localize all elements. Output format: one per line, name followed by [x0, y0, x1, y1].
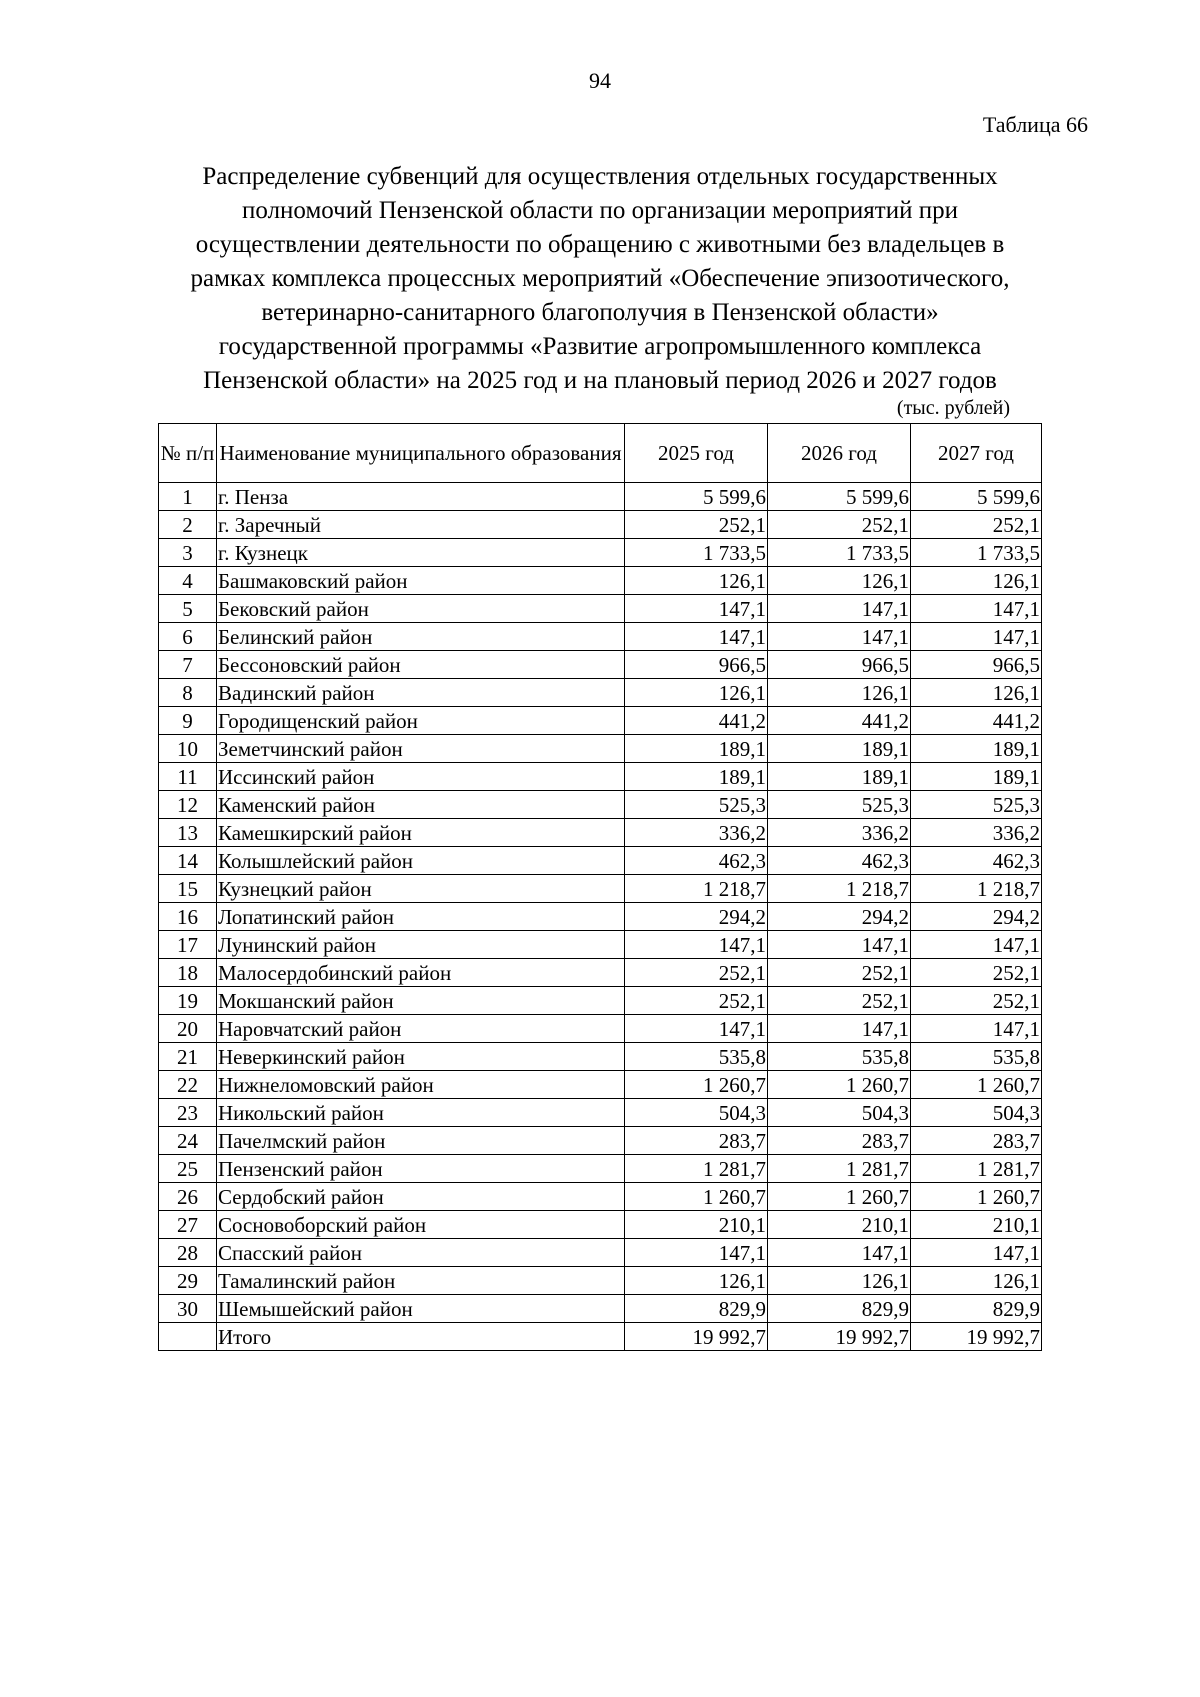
municipality-name: Малосердобинский район [217, 959, 625, 987]
row-number: 10 [159, 735, 217, 763]
row-number: 23 [159, 1099, 217, 1127]
value-2025: 5 599,6 [625, 483, 768, 511]
table-row [159, 987, 1042, 1015]
municipality-name: Наровчатский район [217, 1015, 625, 1043]
municipality-name: Каменский район [217, 791, 625, 819]
value-2026: 1 281,7 [768, 1155, 911, 1183]
value-2025: 1 733,5 [625, 539, 768, 567]
row-number: 3 [159, 539, 217, 567]
row-number: 16 [159, 903, 217, 931]
row-number: 25 [159, 1155, 217, 1183]
value-2025: 462,3 [625, 847, 768, 875]
value-2025: 535,8 [625, 1043, 768, 1071]
value-2027: 210,1 [911, 1211, 1042, 1239]
municipality-name: Неверкинский район [217, 1043, 625, 1071]
table-row [159, 1127, 1042, 1155]
municipality-name: Тамалинский район [217, 1267, 625, 1295]
table-row [159, 1071, 1042, 1099]
row-number: 9 [159, 707, 217, 735]
value-2026: 210,1 [768, 1211, 911, 1239]
row-number: 4 [159, 567, 217, 595]
total-row [159, 1323, 1042, 1351]
municipality-name: Сердобский район [217, 1183, 625, 1211]
row-number: 6 [159, 623, 217, 651]
header-2027: 2027 год [911, 424, 1042, 483]
row-number: 22 [159, 1071, 217, 1099]
value-2026: 525,3 [768, 791, 911, 819]
value-2026: 19 992,7 [768, 1323, 911, 1351]
title-line: Распределение субвенций для осуществления отдельных государственных [202, 163, 998, 190]
table-row [159, 651, 1042, 679]
table-row [159, 791, 1042, 819]
value-2026: 504,3 [768, 1099, 911, 1127]
value-2026: 147,1 [768, 1239, 911, 1267]
value-2027: 189,1 [911, 735, 1042, 763]
value-2027: 189,1 [911, 763, 1042, 791]
municipality-name: Лунинский район [217, 931, 625, 959]
row-number: 17 [159, 931, 217, 959]
value-2026: 147,1 [768, 595, 911, 623]
value-2026: 126,1 [768, 567, 911, 595]
table-row [159, 567, 1042, 595]
value-2027: 252,1 [911, 987, 1042, 1015]
table-row [159, 1239, 1042, 1267]
municipality-name: Бековский район [217, 595, 625, 623]
subvention-table [158, 423, 1042, 1351]
municipality-name: Пачелмский район [217, 1127, 625, 1155]
row-number: 12 [159, 791, 217, 819]
value-2026: 189,1 [768, 735, 911, 763]
table-row [159, 1211, 1042, 1239]
table-row [159, 707, 1042, 735]
title-line: осуществлении деятельности по обращению с животными без владельцев в [195, 231, 1005, 258]
value-2027: 1 260,7 [911, 1183, 1042, 1211]
value-2025: 210,1 [625, 1211, 768, 1239]
row-number: 19 [159, 987, 217, 1015]
municipality-name: Камешкирский район [217, 819, 625, 847]
value-2027: 1 218,7 [911, 875, 1042, 903]
row-number: 28 [159, 1239, 217, 1267]
value-2025: 283,7 [625, 1127, 768, 1155]
table-header-row [159, 424, 1042, 483]
row-number: 2 [159, 511, 217, 539]
municipality-name: Городищенский район [217, 707, 625, 735]
table-row [159, 539, 1042, 567]
table-row [159, 735, 1042, 763]
value-2027: 19 992,7 [911, 1323, 1042, 1351]
title-line: Пензенской области» на 2025 год и на плановый период 2026 и 2027 годов [203, 367, 997, 394]
value-2026: 1 733,5 [768, 539, 911, 567]
municipality-name: г. Заречный [217, 511, 625, 539]
value-2026: 294,2 [768, 903, 911, 931]
value-2025: 126,1 [625, 679, 768, 707]
table-row [159, 1099, 1042, 1127]
value-2027: 147,1 [911, 1239, 1042, 1267]
value-2027: 1 260,7 [911, 1071, 1042, 1099]
table-label: Таблица 66 [982, 112, 1088, 137]
document-title [120, 160, 1080, 398]
value-2026: 147,1 [768, 623, 911, 651]
value-2026: 441,2 [768, 707, 911, 735]
municipality-name: Лопатинский район [217, 903, 625, 931]
row-number: 14 [159, 847, 217, 875]
value-2026: 283,7 [768, 1127, 911, 1155]
value-2027: 126,1 [911, 679, 1042, 707]
row-number: 24 [159, 1127, 217, 1155]
table-row [159, 959, 1042, 987]
header-name: Наименование муниципального образования [217, 424, 625, 483]
municipality-name: Кузнецкий район [217, 875, 625, 903]
value-2027: 441,2 [911, 707, 1042, 735]
municipality-name: Земетчинский район [217, 735, 625, 763]
value-2027: 283,7 [911, 1127, 1042, 1155]
value-2025: 252,1 [625, 987, 768, 1015]
value-2027: 126,1 [911, 567, 1042, 595]
value-2027: 5 599,6 [911, 483, 1042, 511]
value-2025: 1 260,7 [625, 1183, 768, 1211]
table-row [159, 875, 1042, 903]
value-2026: 5 599,6 [768, 483, 911, 511]
table-row [159, 903, 1042, 931]
row-number: 26 [159, 1183, 217, 1211]
municipality-name: Башмаковский район [217, 567, 625, 595]
value-2025: 19 992,7 [625, 1323, 768, 1351]
value-2027: 147,1 [911, 623, 1042, 651]
value-2026: 147,1 [768, 1015, 911, 1043]
table-row [159, 1267, 1042, 1295]
units-note: (тыс. рублей) [896, 397, 1010, 419]
value-2026: 1 260,7 [768, 1071, 911, 1099]
value-2026: 535,8 [768, 1043, 911, 1071]
value-2026: 1 218,7 [768, 875, 911, 903]
table-row [159, 595, 1042, 623]
table-row [159, 1155, 1042, 1183]
value-2026: 189,1 [768, 763, 911, 791]
value-2025: 189,1 [625, 763, 768, 791]
table-row [159, 1183, 1042, 1211]
value-2025: 829,9 [625, 1295, 768, 1323]
value-2025: 147,1 [625, 931, 768, 959]
row-number: 21 [159, 1043, 217, 1071]
value-2027: 535,8 [911, 1043, 1042, 1071]
value-2027: 147,1 [911, 1015, 1042, 1043]
value-2025: 189,1 [625, 735, 768, 763]
value-2026: 1 260,7 [768, 1183, 911, 1211]
value-2025: 966,5 [625, 651, 768, 679]
municipality-name: Мокшанский район [217, 987, 625, 1015]
value-2025: 504,3 [625, 1099, 768, 1127]
row-number: 20 [159, 1015, 217, 1043]
municipality-name: Пензенский район [217, 1155, 625, 1183]
value-2027: 252,1 [911, 959, 1042, 987]
value-2026: 336,2 [768, 819, 911, 847]
value-2025: 147,1 [625, 1015, 768, 1043]
row-number [159, 1323, 217, 1351]
title-line: рамках комплекса процессных мероприятий «Обеспечение эпизоотического, [190, 265, 1010, 292]
table-row [159, 763, 1042, 791]
municipality-name: Итого [217, 1323, 625, 1351]
municipality-name: Сосновоборский район [217, 1211, 625, 1239]
municipality-name: Нижнеломовский район [217, 1071, 625, 1099]
row-number: 7 [159, 651, 217, 679]
value-2025: 1 218,7 [625, 875, 768, 903]
value-2025: 252,1 [625, 511, 768, 539]
value-2027: 294,2 [911, 903, 1042, 931]
value-2027: 147,1 [911, 931, 1042, 959]
value-2027: 966,5 [911, 651, 1042, 679]
value-2026: 252,1 [768, 959, 911, 987]
value-2027: 504,3 [911, 1099, 1042, 1127]
table-row [159, 1043, 1042, 1071]
row-number: 1 [159, 483, 217, 511]
value-2025: 1 281,7 [625, 1155, 768, 1183]
value-2026: 966,5 [768, 651, 911, 679]
header-2026: 2026 год [768, 424, 911, 483]
header-2025: 2025 год [625, 424, 768, 483]
value-2025: 336,2 [625, 819, 768, 847]
value-2027: 147,1 [911, 595, 1042, 623]
row-number: 30 [159, 1295, 217, 1323]
title-line: ветеринарно-санитарного благополучия в Пензенской области» [261, 299, 939, 326]
table-row [159, 1295, 1042, 1323]
value-2027: 126,1 [911, 1267, 1042, 1295]
row-number: 27 [159, 1211, 217, 1239]
title-line: государственной программы «Развитие агропромышленного комплекса [218, 333, 982, 360]
row-number: 11 [159, 763, 217, 791]
row-number: 18 [159, 959, 217, 987]
value-2026: 147,1 [768, 931, 911, 959]
municipality-name: Никольский район [217, 1099, 625, 1127]
municipality-name: Спасский район [217, 1239, 625, 1267]
municipality-name: Вадинский район [217, 679, 625, 707]
table-row [159, 483, 1042, 511]
row-number: 29 [159, 1267, 217, 1295]
table-row [159, 623, 1042, 651]
value-2025: 147,1 [625, 595, 768, 623]
table-row [159, 931, 1042, 959]
page-number: 94 [589, 68, 611, 93]
municipality-name: Белинский район [217, 623, 625, 651]
municipality-name: Бессоновский район [217, 651, 625, 679]
value-2025: 126,1 [625, 1267, 768, 1295]
row-number: 15 [159, 875, 217, 903]
row-number: 8 [159, 679, 217, 707]
title-line: полномочий Пензенской области по организации мероприятий при [242, 197, 958, 224]
value-2025: 1 260,7 [625, 1071, 768, 1099]
value-2025: 441,2 [625, 707, 768, 735]
header-num: № п/п [159, 424, 217, 483]
table-row [159, 511, 1042, 539]
row-number: 13 [159, 819, 217, 847]
municipality-name: г. Кузнецк [217, 539, 625, 567]
value-2025: 294,2 [625, 903, 768, 931]
municipality-name: г. Пенза [217, 483, 625, 511]
table-row [159, 819, 1042, 847]
value-2026: 829,9 [768, 1295, 911, 1323]
value-2026: 252,1 [768, 987, 911, 1015]
table-body [159, 483, 1042, 1351]
value-2027: 336,2 [911, 819, 1042, 847]
value-2027: 252,1 [911, 511, 1042, 539]
value-2027: 462,3 [911, 847, 1042, 875]
value-2027: 525,3 [911, 791, 1042, 819]
value-2026: 126,1 [768, 1267, 911, 1295]
municipality-name: Колышлейский район [217, 847, 625, 875]
value-2025: 147,1 [625, 623, 768, 651]
municipality-name: Шемышейский район [217, 1295, 625, 1323]
value-2026: 126,1 [768, 679, 911, 707]
table-row [159, 1015, 1042, 1043]
value-2025: 252,1 [625, 959, 768, 987]
value-2026: 252,1 [768, 511, 911, 539]
value-2026: 462,3 [768, 847, 911, 875]
table-row [159, 847, 1042, 875]
row-number: 5 [159, 595, 217, 623]
value-2025: 525,3 [625, 791, 768, 819]
value-2027: 1 733,5 [911, 539, 1042, 567]
value-2027: 829,9 [911, 1295, 1042, 1323]
value-2025: 126,1 [625, 567, 768, 595]
municipality-name: Иссинский район [217, 763, 625, 791]
value-2027: 1 281,7 [911, 1155, 1042, 1183]
table-row [159, 679, 1042, 707]
value-2025: 147,1 [625, 1239, 768, 1267]
